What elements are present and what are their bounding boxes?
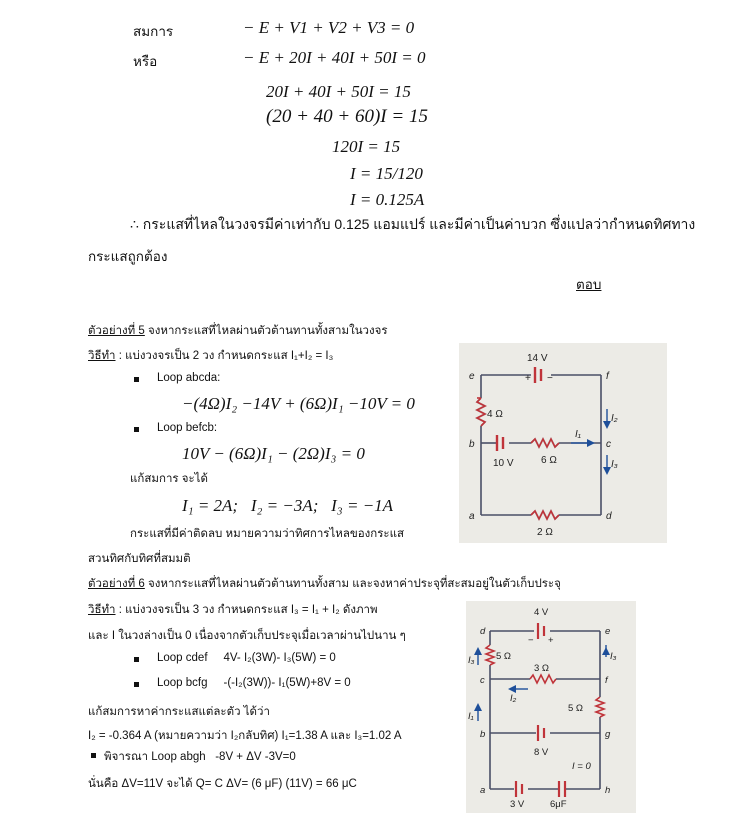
- label-6-ohm: 6 Ω: [541, 455, 557, 466]
- loop-abcda-equation: −(4Ω)I₂ −14V + (6Ω)I₁ −10V = 0: [182, 394, 415, 413]
- example-6-heading: [88, 575, 561, 593]
- equation-kvl: − E + V1 + V2 + V3 = 0: [243, 18, 415, 37]
- node-d: d: [480, 626, 486, 637]
- node-b: b: [469, 439, 475, 450]
- equation-substituted: − E + 20I + 40I + 50I = 0: [243, 48, 426, 67]
- plus-sign: +: [548, 635, 554, 646]
- answer-mark: ตอบ: [576, 277, 602, 292]
- label-3v: 3 V: [510, 799, 525, 810]
- label-i-zero: I = 0: [572, 761, 591, 772]
- label-5-ohm-left: 5 Ω: [496, 651, 512, 662]
- loop-cdef-equation: Loop cdef 4V- I₂(3W)- I₃(5W) = 0: [157, 652, 336, 664]
- example-6-title: ตัวอย่างที่ 6: [88, 578, 145, 590]
- node-h: h: [605, 785, 611, 796]
- node-b: b: [480, 729, 486, 740]
- node-c: c: [480, 675, 485, 686]
- example-5-method: [88, 347, 333, 365]
- label-10v: 10 V: [493, 458, 514, 469]
- conclusion-line-1: ∴ กระแสที่ไหลในวงจรมีค่าเท่ากับ 0.125 แอมแปร์ และมีค่าเป็นค่าบวก ซึ่งแปลว่ากำหนดทิศทาง: [130, 216, 696, 232]
- loop-bcfg-equation: Loop bcfg -(-I₂(3W))- I₁(5W)+8V = 0: [157, 677, 351, 689]
- label-6uf: 6μF: [550, 799, 567, 810]
- label-4-ohm: 4 Ω: [487, 409, 503, 420]
- example-5-title: ตัวอย่างที่ 5: [88, 325, 145, 337]
- example-6-result: I₂ = -0.364 A (หมายความว่า I₂กลับทิศ) I₁=1.38 A และ I₃=1.02 A: [88, 730, 402, 742]
- label-5-ohm-right: 5 Ω: [568, 703, 584, 714]
- label-8v: 8 V: [534, 747, 549, 758]
- bullet: [134, 682, 139, 687]
- current-i3: I₃: [468, 655, 475, 666]
- method-label: วิธีทำ: [88, 604, 116, 616]
- label-2-ohm: 2 Ω: [537, 527, 553, 538]
- capacitor-note: และ I ในวงล่างเป็น 0 เนื่องจากตัวเก็บประจุเมื่อเวลาผ่านไปนาน ๆ: [88, 630, 406, 642]
- current-i3: I₃: [611, 459, 618, 470]
- method-text: : แบ่งวงจรเป็น 2 วง กำหนดกระแส I₁+I₂ = I₃: [115, 350, 334, 362]
- equation-step-4: I = 15/120: [350, 164, 423, 183]
- loop-befcb-equation: 10V − (6Ω)I₁ − (2Ω)I₃ = 0: [182, 444, 365, 463]
- current-i3-right: I₃: [610, 651, 617, 662]
- node-e: e: [469, 371, 475, 382]
- solve-text: แก้สมการ จะได้: [130, 473, 208, 485]
- current-i2: I₂: [611, 413, 618, 424]
- negative-note-line-1: กระแสที่มีค่าติดลบ หมายความว่าทิศการไหลของกระแส: [130, 528, 405, 540]
- node-d: d: [606, 511, 612, 522]
- bullet: [134, 657, 139, 662]
- example-5-title-rest: จงหากระแสที่ไหลผ่านตัวต้านทานทั้งสามในวงจร: [144, 325, 388, 337]
- loop-abcda-label: Loop abcda:: [157, 372, 221, 384]
- label-or: หรือ: [133, 54, 158, 69]
- loop-abgh-equation: พิจารณา Loop abgh -8V + ΔV -3V=0: [104, 751, 296, 763]
- equation-result: I = 0.125A: [350, 190, 425, 209]
- circuit-6-svg: [466, 601, 636, 813]
- label-4v: 4 V: [534, 607, 549, 618]
- node-f: f: [606, 371, 609, 382]
- node-e: e: [605, 626, 611, 637]
- current-i1: I₁: [575, 429, 581, 440]
- plus-sign: +: [525, 373, 531, 384]
- capacitor-charge-result: นั่นคือ ΔV=11V จะได้ Q= C ΔV= (6 μF) (11V) = 66 μC: [88, 778, 357, 790]
- node-c: c: [606, 439, 611, 450]
- node-a: a: [480, 785, 486, 796]
- bullet: [134, 377, 139, 382]
- loop-befcb-label: Loop befcb:: [157, 422, 218, 434]
- method-label: วิธีทำ: [88, 350, 116, 362]
- circuit-diagram-example-6: [466, 601, 636, 813]
- current-i1: I₁: [468, 711, 474, 722]
- method-text: : แบ่งวงจรเป็น 3 วง กำหนดกระแส I₃ = I₁ + I₂ ดังภาพ: [115, 604, 378, 616]
- bullet: [134, 427, 139, 432]
- example-5-result: I₁ = 2A; I₂ = −3A; I₃ = −1A: [182, 496, 394, 515]
- label-3-ohm: 3 Ω: [534, 663, 550, 674]
- node-f: f: [605, 675, 608, 686]
- label-equation: สมการ: [133, 24, 174, 39]
- current-i2: I₂: [510, 693, 517, 704]
- label-14v: 14 V: [527, 353, 548, 364]
- example-6-title-rest: จงหากระแสที่ไหลผ่านตัวต้านทานทั้งสาม และจงหาค่าประจุที่สะสมอยู่ในตัวเก็บประจุ: [144, 578, 561, 590]
- node-a: a: [469, 511, 475, 522]
- minus-sign: −: [547, 373, 553, 384]
- negative-note-line-2: สวนทิศกับทิศที่สมมติ: [88, 553, 191, 565]
- circuit-5-svg: [459, 343, 667, 543]
- bullet: [91, 753, 96, 758]
- conclusion-line-2: กระแสถูกต้อง: [88, 249, 168, 264]
- circuit-diagram-example-5: [459, 343, 667, 543]
- example-5-heading: [88, 322, 388, 340]
- solve-text: แก้สมการหาค่ากระแสแต่ละตัว ได้ว่า: [88, 706, 270, 718]
- minus-sign: −: [528, 635, 534, 646]
- equation-step-2: (20 + 40 + 60)I = 15: [266, 106, 428, 127]
- equation-step-3: 120I = 15: [332, 137, 401, 156]
- node-g: g: [605, 729, 611, 740]
- example-6-method: [88, 601, 378, 619]
- equation-step-1: 20I + 40I + 50I = 15: [266, 82, 411, 101]
